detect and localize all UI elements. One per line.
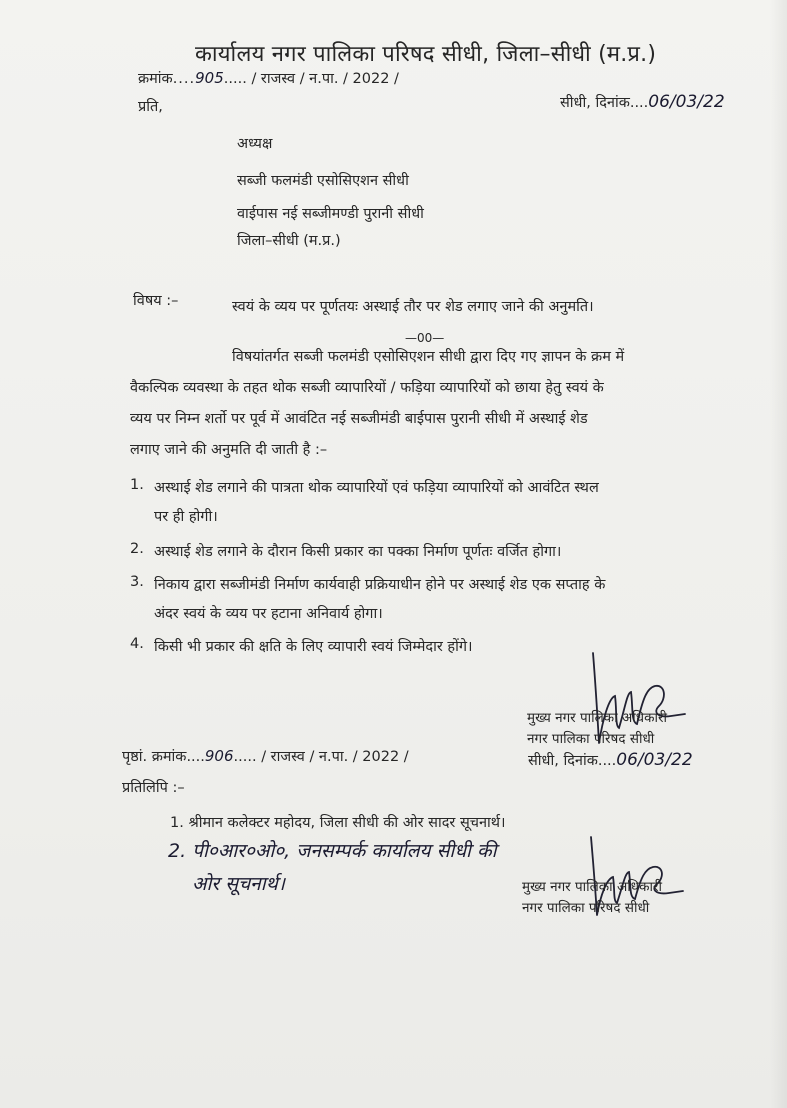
copy-item-1: 1. श्रीमान कलेक्टर महोदय, जिला सीधी की ओर सादर सूचनार्थ। [170, 815, 506, 831]
condition-3-line2: अंदर स्वयं के व्यय पर हटाना अनिवार्य होगा। [154, 606, 383, 622]
place-date: सीधी, दिनांक....06/03/22 [560, 92, 725, 112]
copy-item-2-handwritten-line1: 2. पी०आर०ओ०, जनसम्पर्क कार्यालय सीधी की [168, 840, 497, 862]
copy-item-2-handwritten-line2: ओर सूचनार्थ। [192, 873, 285, 895]
page-edge-shadow [770, 0, 787, 1108]
condition-3-line1: निकाय द्वारा सब्जीमंडी निर्माण कार्यवाही प्रक्रियाधीन होने पर अस्थाई शेड एक सप्ताह के [154, 577, 606, 593]
condition-4-number: 4. [130, 636, 144, 652]
addressee-line4: जिला–सीधी (म.प्र.) [237, 233, 341, 249]
letter-date: 06/03/22 [648, 92, 725, 112]
addressee-line2: सब्जी फलमंडी एसोसिएशन सीधी [237, 173, 409, 189]
ref-prefix: क्रमांक [138, 71, 173, 87]
addressee-line1: अध्यक्ष [237, 136, 273, 152]
body-line2: वैकल्पिक व्यवस्था के तहत थोक सब्जी व्यापारियों / फड़िया व्यापारियों को छाया हेतु स्वयं के [130, 380, 604, 396]
copy-label: प्रतिलिपि :– [122, 780, 185, 796]
endorsement-date: 06/03/22 [616, 750, 693, 770]
body-line4: लगाए जाने की अनुमति दी जाती है :– [130, 442, 328, 458]
place-date-label: सीधी, दिनांक [560, 95, 630, 111]
body-line3: व्यय पर निम्न शर्तो पर पूर्व में आवंटित नई सब्जीमंडी बाईपास पुरानी सीधी में अस्थाई शेड [130, 411, 588, 427]
condition-1-number: 1. [130, 477, 144, 493]
signature-1-org: नगर पालिका परिषद सीधी [527, 731, 655, 747]
signature-2-org: नगर पालिका परिषद सीधी [522, 900, 650, 916]
condition-1-line2: पर ही होगी। [154, 509, 218, 525]
condition-2-line1: अस्थाई शेड लगाने के दौरान किसी प्रकार का पक्का निर्माण पूर्णतः वर्जित होगा। [154, 544, 562, 560]
condition-1-line1: अस्थाई शेड लगाने की पात्रता थोक व्यापारियों एवं फड़िया व्यापारियों को आवंटित स्थल [154, 480, 599, 496]
addressee-line3: वाईपास नई सब्जीमण्डी पुरानी सीधी [237, 206, 424, 222]
reference-line: क्रमांक....905..... / राजस्व / न.पा. / 2022 / [138, 69, 399, 87]
subject-text: स्वयं के व्यय पर पूर्णतयः अस्थाई तौर पर शेड लगाए जाने की अनुमति। [232, 299, 594, 315]
office-title: कार्यालय नगर पालिका परिषद सीधी, जिला–सीधी (म.प्र.) [195, 42, 657, 67]
endorsement-reference: पृष्ठां. क्रमांक....906..... / राजस्व / न.पा. / 2022 / [122, 747, 409, 765]
condition-2-number: 2. [130, 541, 144, 557]
signature-2-title: मुख्य नगर पालिका अधिकारी [522, 879, 662, 895]
to-label: प्रति, [138, 99, 163, 115]
endorsement-ref-number: 906 [204, 747, 234, 765]
condition-3-number: 3. [130, 574, 144, 590]
body-line1: विषयांतर्गत सब्जी फलमंडी एसोसिएशन सीधी द्वारा दिए गए ज्ञापन के क्रम में [232, 349, 625, 365]
endorsement-place-date: सीधी, दिनांक....06/03/22 [528, 750, 693, 770]
ref-suffix: / राजस्व / न.पा. / 2022 / [251, 71, 399, 87]
signature-1-title: मुख्य नगर पालिका अधिकारी [527, 710, 667, 726]
endorsement-ref-suffix: / राजस्व / न.पा. / 2022 / [261, 749, 409, 765]
endorsement-date-label: सीधी, दिनांक [528, 753, 598, 769]
endorsement-ref-prefix: पृष्ठां. क्रमांक [122, 749, 187, 765]
subject-separator: —00— [405, 331, 445, 345]
ref-number: 905 [195, 69, 224, 87]
subject-label: विषय :– [133, 293, 179, 309]
condition-4-line1: किसी भी प्रकार की क्षति के लिए व्यापारी स्वयं जिम्मेदार होंगे। [154, 639, 473, 655]
